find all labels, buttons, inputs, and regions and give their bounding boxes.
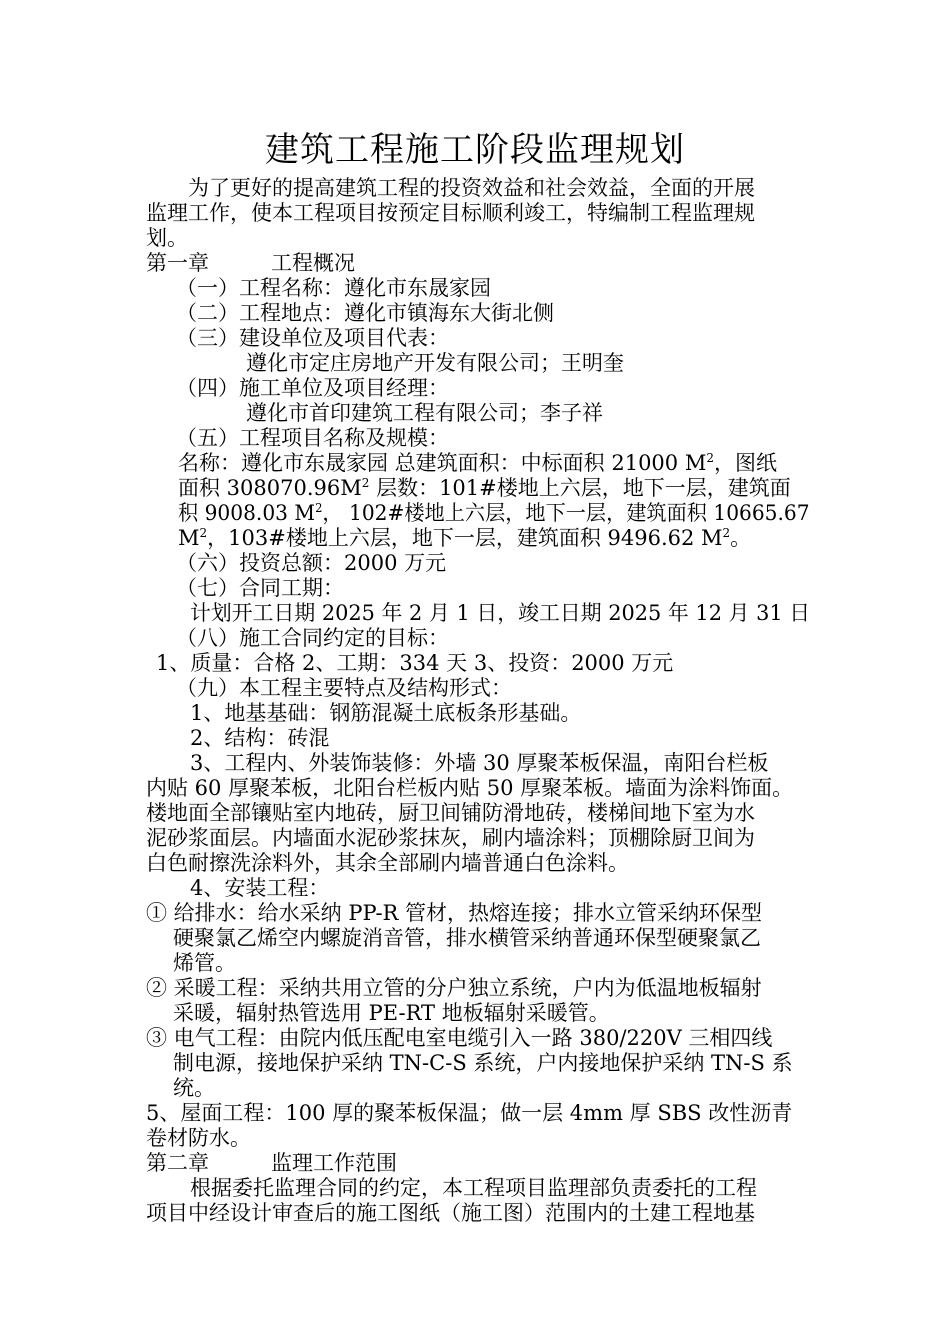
install-2-line-2: 采暖，辐射热管选用 PE-RT 地板辐射采暖管。 xyxy=(173,1001,610,1025)
scale-text: ，图纸 xyxy=(713,451,777,475)
item-1: （一）工程名称：遵化市东晟家园 xyxy=(176,276,491,300)
superscript: 2 xyxy=(361,476,370,490)
install-1-line-1: ① 给排水：给水采纳 PP-R 管材，热熔连接；排水立管采纳环保型 xyxy=(146,901,763,925)
item-4-value: 遵化市首印建筑工程有限公司；李子祥 xyxy=(246,401,603,425)
item-5: （五）工程项目名称及规模： xyxy=(176,426,449,450)
item-7: （七）合同工期： xyxy=(176,576,344,600)
install-2-line-1: ② 采暖工程：采纳共用立管的分户独立系统，户内为低温地板辐射 xyxy=(146,976,762,1000)
item-4: （四）施工单位及项目经理： xyxy=(176,376,449,400)
item-6: （六）投资总额：2000 万元 xyxy=(176,551,447,575)
structure-3-line-1: 3、工程内、外装饰装修：外墙 30 厚聚苯板保温，南阳台栏板 xyxy=(190,751,769,775)
roof-line-2: 卷材防水。 xyxy=(146,1126,251,1150)
intro-line-1: 为了更好的提高建筑工程的投资效益和社会效益，全面的开展 xyxy=(188,176,755,200)
scale-text: ， 102#楼地上六层，地下一层，建筑面积 10665.67 xyxy=(322,501,810,525)
install-3-line-2: 制电源，接地保护采纳 TN-C-S 系统，户内接地保护采纳 TN-S 系 xyxy=(173,1051,793,1075)
item-7-value: 计划开工日期 2025 年 2 月 1 日，竣工日期 2025 年 12 月 31 日 xyxy=(190,601,811,625)
chapter-2-name: 监理工作范围 xyxy=(271,1151,397,1175)
chapter-1-heading xyxy=(146,251,355,276)
chapter-2-heading xyxy=(146,1151,397,1176)
item-2: （二）工程地点：遵化市镇海东大街北侧 xyxy=(176,301,554,325)
structure-1: 1、地基基础：钢筋混凝土底板条形基础。 xyxy=(190,701,582,725)
item-8: （八）施工合同约定的目标： xyxy=(176,626,449,650)
install-1-line-3: 烯管。 xyxy=(173,951,236,975)
scope-line-2: 项目中经设计审查后的施工图纸（施工图）范围内的土建工程地基 xyxy=(146,1201,755,1225)
scale-text: 。 xyxy=(730,526,752,550)
chapter-2-number: 第二章 xyxy=(146,1151,209,1175)
structure-3-line-3: 楼地面全部镶贴室内地砖，厨卫间铺防滑地砖，楼梯间地下室为水 xyxy=(146,801,755,825)
intro-line-2: 监理工作，使本工程项目按预定目标顺利竣工，特编制工程监理规 xyxy=(146,201,755,225)
superscript: 2 xyxy=(722,526,731,540)
item-3-value: 遵化市定庄房地产开发有限公司；王明奎 xyxy=(246,351,624,375)
superscript: 2 xyxy=(315,501,323,515)
chapter-1-name: 工程概况 xyxy=(271,251,355,275)
structure-2: 2、结构：砖混 xyxy=(190,726,330,750)
scale-text: 名称：遵化市东晟家园 总建筑面积：中标面积 21000 M xyxy=(178,451,707,475)
structure-3-line-5: 白色耐擦洗涂料外，其余全部刷内墙普通白色涂料。 xyxy=(146,851,629,875)
install-3-line-1: ③ 电气工程：由院内低压配电室电缆引入一路 380/220V 三相四线 xyxy=(146,1026,773,1050)
structure-3-line-2: 内贴 60 厚聚苯板，北阳台栏板内贴 50 厚聚苯板。墙面为涂料饰面。 xyxy=(146,776,794,800)
structure-4: 4、安装工程： xyxy=(190,876,330,900)
chapter-1-number: 第一章 xyxy=(146,251,209,275)
page-title: 建筑工程施工阶段监理规划 xyxy=(265,130,685,170)
install-1-line-2: 硬聚氯乙烯空内螺旋消音管，排水横管采纳普通环保型硬聚氯乙 xyxy=(173,926,761,950)
intro-line-3: 划。 xyxy=(146,226,188,250)
scale-line-2 xyxy=(178,476,791,501)
scale-line-1 xyxy=(178,451,777,476)
scale-line-4 xyxy=(178,526,751,551)
superscript: 2 xyxy=(706,451,714,465)
scale-text: ，103#楼地上六层，地下一层，建筑面积 9496.62 M xyxy=(207,526,723,550)
scale-line-3 xyxy=(178,501,810,526)
structure-3-line-4: 泥砂浆面层。内墙面水泥砂浆抹灰，刷内墙涂料；顶棚除厨卫间为 xyxy=(146,826,755,850)
scale-text: 层数：101#楼地上六层，地下一层，建筑面 xyxy=(369,476,791,500)
scale-text: M xyxy=(178,526,200,550)
scale-text: 积 9008.03 M xyxy=(178,501,316,525)
scope-line-1: 根据委托监理合同的约定，本工程项目监理部负责委托的工程 xyxy=(190,1176,757,1200)
roof-line-1: 5、屋面工程：100 厚的聚苯板保温；做一层 4mm 厚 SBS 改性沥青 xyxy=(146,1101,793,1125)
scale-text: 面积 308070.96M xyxy=(178,476,362,500)
install-3-line-3: 统。 xyxy=(173,1076,215,1100)
superscript: 2 xyxy=(199,526,208,540)
item-9: （九）本工程主要特点及结构形式： xyxy=(176,676,512,700)
item-3: （三）建设单位及项目代表： xyxy=(176,326,449,350)
item-8-value: 1、质量：合格 2、工期：334 天 3、投资：2000 万元 xyxy=(156,651,674,675)
